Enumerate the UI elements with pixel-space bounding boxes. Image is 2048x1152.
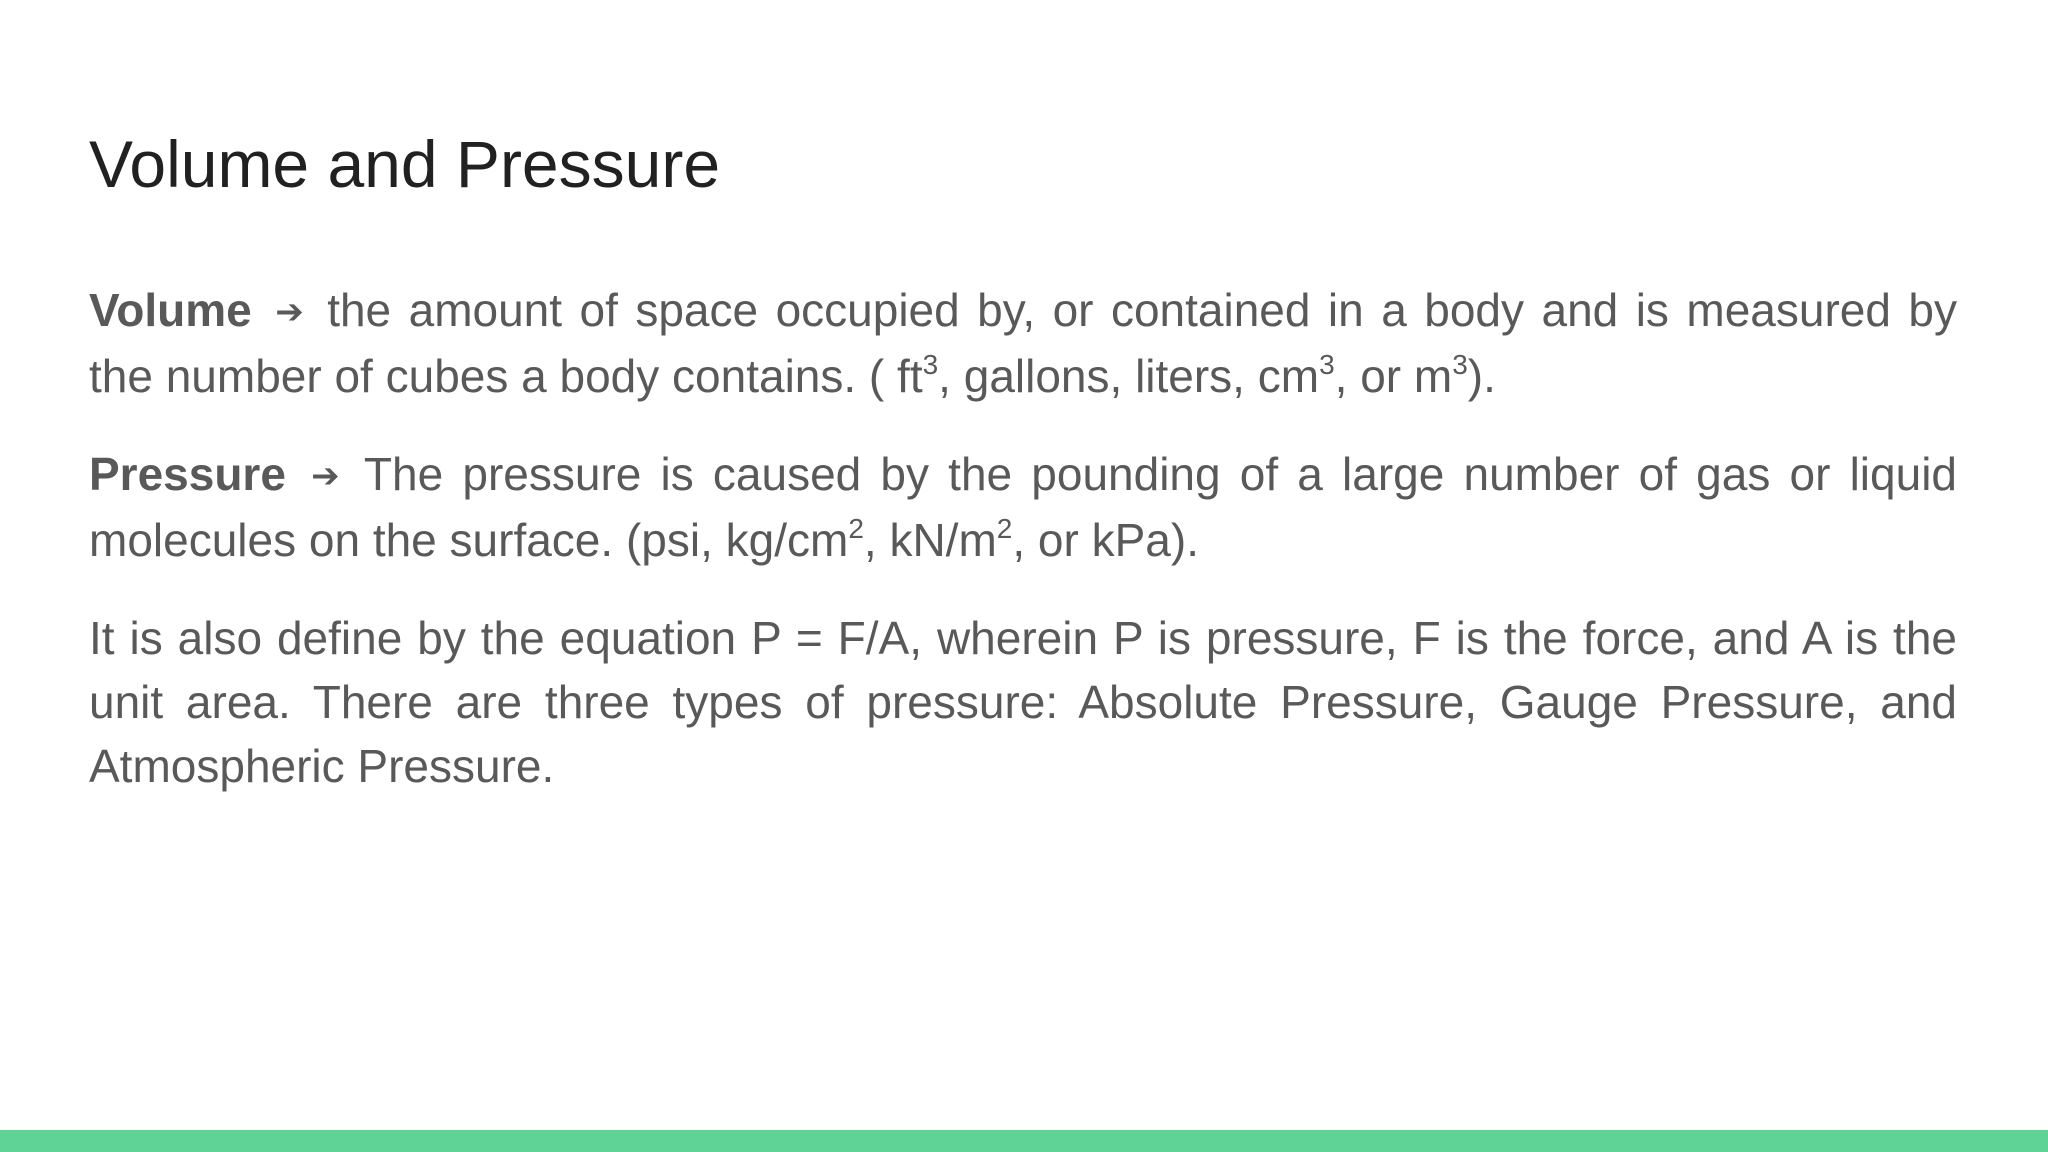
equation-paragraph: It is also define by the equation P = F/A, wherein P is pressure, F is the force, and A is the unit area. There are three types of pressure: Absolute Pressure, Gauge Pressure, and Atmospheric Pressure. — [89, 612, 1957, 792]
volume-sup-1: 3 — [922, 349, 939, 380]
pressure-text-1: The pressure is caused by the pounding of a large number of gas or liquid molecules on the surface. (psi, kg/cm — [89, 448, 1957, 566]
pressure-definition — [89, 442, 1957, 572]
volume-sup-3: 3 — [1452, 349, 1468, 380]
volume-text-4: ). — [1467, 350, 1496, 402]
slide-title: Volume and Pressure — [89, 127, 721, 201]
pressure-sup-2: 2 — [996, 513, 1013, 544]
volume-term: Volume — [89, 284, 252, 336]
pressure-text-3: , or kPa). — [1012, 514, 1199, 566]
pressure-text-2: , kN/m — [863, 514, 997, 566]
volume-text-3: , or m — [1334, 350, 1453, 402]
right-arrow-icon: ➔ — [311, 457, 340, 495]
volume-text-1: the amount of space occupied by, or contained in a body and is measured by the number of cubes a body contains. ( ft — [89, 284, 1958, 402]
right-arrow-icon: ➔ — [275, 293, 304, 331]
pressure-sup-1: 2 — [848, 513, 864, 544]
slide-body — [89, 278, 1957, 832]
pressure-term: Pressure — [89, 448, 286, 500]
volume-definition — [89, 278, 1957, 408]
volume-sup-2: 3 — [1319, 349, 1335, 380]
accent-bar — [0, 1130, 2048, 1152]
volume-text-2: , gallons, liters, cm — [938, 350, 1320, 402]
